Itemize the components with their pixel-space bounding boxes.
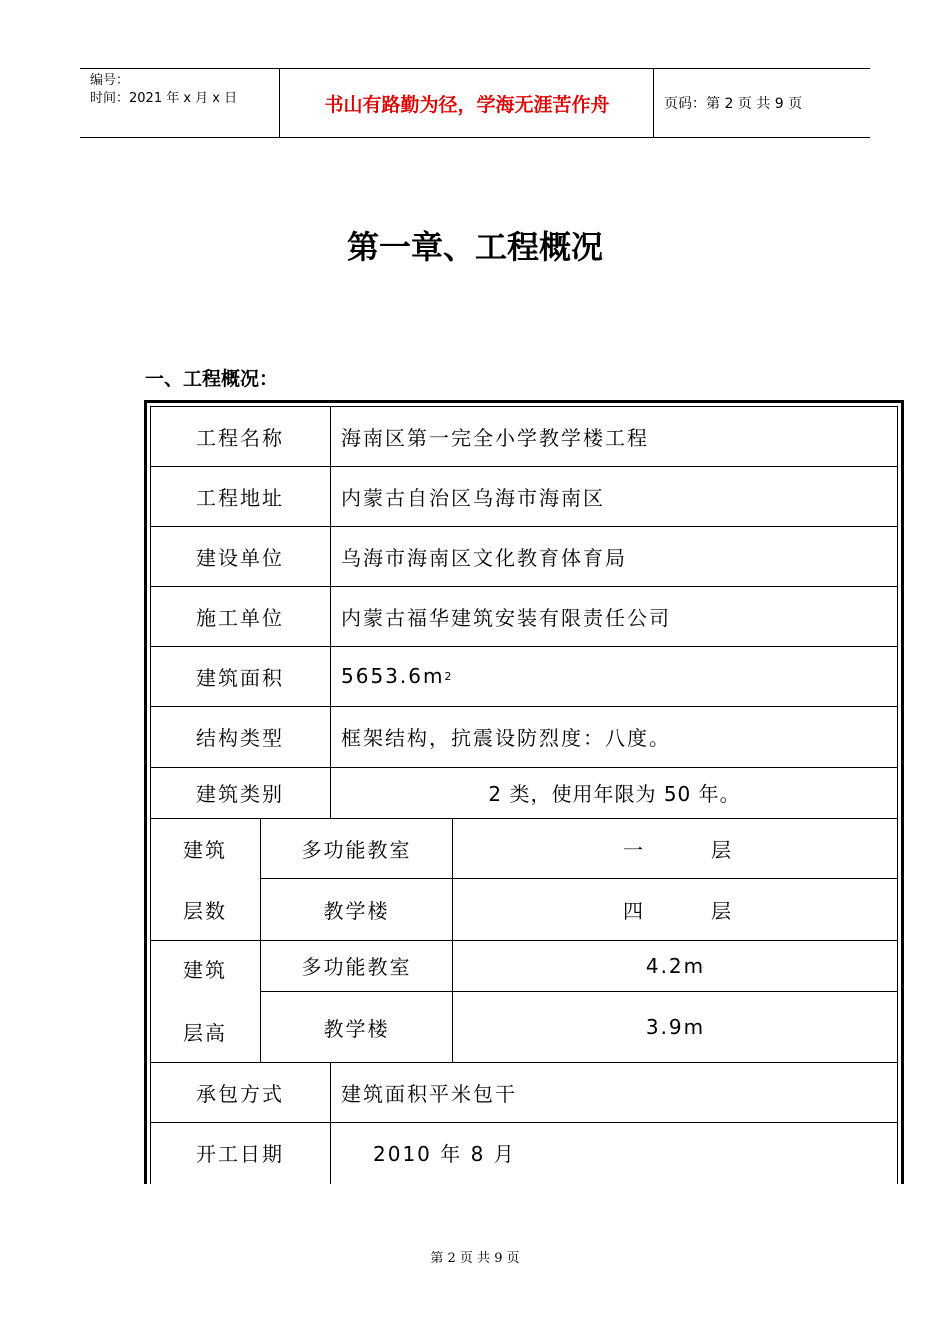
header-motto: 书山有路勤为径，学海无涯苦作舟 <box>281 69 654 137</box>
time-label: 时间：2021 年 x 月 x 日 <box>90 91 238 106</box>
height-row2-value: 3.9m <box>645 1015 706 1039</box>
floors-row2-value <box>453 879 898 940</box>
floors-row2-value-a: 四 <box>623 899 645 923</box>
floors-row1-name: 多功能教室 <box>301 837 412 862</box>
address-label: 工程地址 <box>196 485 284 510</box>
floors-row1-value <box>453 818 898 878</box>
area-label: 建筑面积 <box>196 665 284 690</box>
area-value-cell <box>331 646 898 706</box>
header-page-info: 页码：第 2 页 共 9 页 <box>664 96 803 112</box>
project-name-value: 海南区第一完全小学教学楼工程 <box>341 425 649 450</box>
area-value: 5653.6m <box>341 664 445 688</box>
chapter-title: 第一章、工程概况 <box>346 228 603 266</box>
start-date-label: 开工日期 <box>196 1141 284 1166</box>
contractor-value: 内蒙古福华建筑安装有限责任公司 <box>341 605 671 630</box>
category-value: 2 类，使用年限为 50 年。 <box>488 782 741 806</box>
height-label-line2: 层高 <box>183 1020 227 1045</box>
structure-label: 结构类型 <box>196 726 284 750</box>
category-label: 建筑类别 <box>196 782 284 806</box>
section-heading: 一、工程概况： <box>145 368 279 390</box>
floors-row2-value-b: 层 <box>711 899 733 923</box>
height-row1-value: 4.2m <box>645 953 706 978</box>
floors-label-line1: 建筑 <box>183 838 227 862</box>
height-row1-name: 多功能教室 <box>301 955 412 979</box>
owner-label: 建设单位 <box>196 545 284 570</box>
height-label-line1: 建筑 <box>183 957 227 982</box>
floors-row1-value-a: 一 <box>623 837 645 862</box>
page-header <box>80 68 870 138</box>
floors-row2-name: 教学楼 <box>323 899 390 923</box>
height-row2-name: 教学楼 <box>323 1016 390 1041</box>
contract-value: 建筑面积平米包干 <box>341 1081 517 1106</box>
contract-label: 承包方式 <box>196 1081 284 1106</box>
start-date-value: 2010 年 8 月 <box>373 1141 516 1166</box>
floors-row1-value-b: 层 <box>711 837 733 862</box>
area-unit-superscript: 2 <box>444 669 452 683</box>
header-meta <box>80 69 280 137</box>
number-label: 编号： <box>90 73 130 88</box>
project-name-label: 工程名称 <box>196 425 284 450</box>
address-value: 内蒙古自治区乌海市海南区 <box>341 485 605 510</box>
owner-value: 乌海市海南区文化教育体育局 <box>341 545 627 570</box>
page-footer: 第 2 页 共 9 页 <box>430 1251 520 1266</box>
structure-value: 框架结构，抗震设防烈度：八度。 <box>341 726 671 750</box>
contractor-label: 施工单位 <box>196 605 284 630</box>
floors-label-line2: 层数 <box>183 899 227 923</box>
